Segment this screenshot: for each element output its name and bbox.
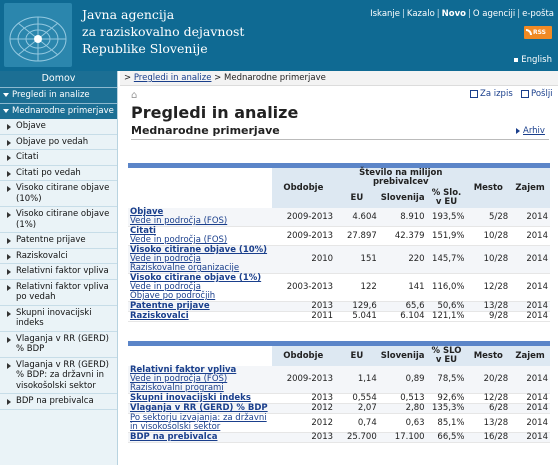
indicators-table-2 bbox=[128, 341, 550, 443]
sidebar bbox=[0, 71, 118, 465]
rss-label: RSS bbox=[533, 29, 546, 36]
cell-period: 2003-2013 bbox=[272, 274, 335, 302]
divider bbox=[131, 139, 549, 140]
breadcrumb bbox=[120, 71, 558, 86]
column-header-period: Obdobje bbox=[272, 168, 335, 208]
cell-period: 2013 bbox=[272, 302, 335, 312]
cell-period: 2009-2013 bbox=[272, 227, 335, 246]
chevron-down-icon bbox=[3, 109, 9, 113]
indicator-cell bbox=[128, 246, 272, 274]
table-row bbox=[128, 414, 550, 433]
cell-pct: 135,3% bbox=[427, 404, 467, 414]
cell-si: 220 bbox=[379, 246, 427, 274]
column-header-slovenia: Slovenija bbox=[379, 346, 427, 366]
cell-year: 2014 bbox=[510, 274, 550, 302]
column-header-rank: Mesto bbox=[466, 346, 510, 366]
table-header-row bbox=[128, 168, 550, 188]
cell-pct: 50,6% bbox=[427, 302, 467, 312]
table-row bbox=[128, 246, 550, 274]
cell-period: 2011 bbox=[272, 312, 335, 322]
cell-eu: 1,14 bbox=[335, 366, 379, 394]
agency-name-line-2: za raziskovalno dejavnost bbox=[82, 24, 245, 39]
sidebar-item-citati-po-vedah[interactable]: Citati po vedah bbox=[0, 166, 117, 182]
sidebar-item-visoko-citirane-10[interactable]: Visoko citirane objave (10%) bbox=[0, 181, 117, 207]
indicator-link[interactable]: Patentne prijave bbox=[130, 301, 210, 311]
send-label: Pošlji bbox=[531, 89, 553, 99]
cell-eu: 27.897 bbox=[335, 227, 379, 246]
indicators-table-1 bbox=[128, 163, 550, 322]
table-row bbox=[128, 366, 550, 394]
cell-rank: 16/28 bbox=[466, 433, 510, 443]
cell-period: 2010 bbox=[272, 246, 335, 274]
cell-eu: 0,74 bbox=[335, 414, 379, 433]
sub-link[interactable]: Vede in področja (FOS) bbox=[130, 235, 228, 245]
cell-eu: 151 bbox=[335, 246, 379, 274]
indicator-cell bbox=[128, 433, 272, 443]
cell-year: 2014 bbox=[510, 208, 550, 227]
separator: | bbox=[402, 9, 405, 19]
cell-pct: 78,5% bbox=[427, 366, 467, 394]
sidebar-item-vlaganja-gerd-sektor[interactable]: Vlaganja v RR (GERD) % BDP: za državni in visokošolski sektor bbox=[0, 358, 117, 395]
language-link[interactable] bbox=[514, 55, 552, 65]
indicator-link[interactable]: Visoko citirane objave (10%) bbox=[130, 245, 268, 255]
empty-header bbox=[128, 168, 272, 208]
cell-si: 2,80 bbox=[379, 404, 427, 414]
cell-year: 2014 bbox=[510, 404, 550, 414]
sub-link[interactable]: Raziskovalni programi bbox=[130, 383, 224, 393]
cell-period: 2012 bbox=[272, 404, 335, 414]
sub-link[interactable]: Vede in področja bbox=[130, 282, 201, 292]
printer-icon bbox=[470, 90, 478, 98]
link-search[interactable]: Iskanje bbox=[370, 9, 401, 19]
cell-rank: 20/28 bbox=[466, 366, 510, 394]
separator: | bbox=[436, 9, 440, 19]
cell-si: 0,89 bbox=[379, 366, 427, 394]
cell-period: 2013 bbox=[272, 433, 335, 443]
cell-year: 2014 bbox=[510, 302, 550, 312]
home-icon[interactable]: ⌂ bbox=[131, 90, 138, 101]
cell-si: 0,63 bbox=[379, 414, 427, 433]
column-header-period: Obdobje bbox=[272, 346, 335, 366]
cell-year: 2014 bbox=[510, 227, 550, 246]
cell-eu: 0,554 bbox=[335, 394, 379, 404]
sub-link[interactable]: Objave po področjih bbox=[130, 291, 216, 301]
cell-period: 2009-2013 bbox=[272, 366, 335, 394]
breadcrumb-current: Mednarodne primerjave bbox=[224, 73, 326, 83]
indicator-cell bbox=[128, 227, 272, 246]
indicator-link[interactable]: Vlaganja v RR (GERD) % BDP bbox=[130, 403, 268, 413]
sidebar-item-raziskovalci[interactable]: Raziskovalci bbox=[0, 249, 117, 265]
print-link[interactable] bbox=[470, 89, 513, 99]
rss-icon bbox=[526, 29, 532, 35]
cell-si: 6.104 bbox=[379, 312, 427, 322]
cell-rank: 13/28 bbox=[466, 302, 510, 312]
cell-eu: 122 bbox=[335, 274, 379, 302]
rss-button[interactable] bbox=[524, 26, 552, 39]
cell-si: 65,6 bbox=[379, 302, 427, 312]
cell-period: 2012 bbox=[272, 414, 335, 433]
cell-eu: 4.604 bbox=[335, 208, 379, 227]
cell-pct: 66,5% bbox=[427, 433, 467, 443]
cell-pct: 121,1% bbox=[427, 312, 467, 322]
print-label: Za izpis bbox=[480, 89, 513, 99]
column-header-coverage: Zajem bbox=[510, 168, 550, 208]
table-header-row bbox=[128, 346, 550, 366]
agency-name-line-1: Javna agencija bbox=[82, 7, 175, 22]
sidebar-subsection[interactable] bbox=[0, 103, 117, 119]
indicator-link[interactable]: Visoko citirane objave (1%) bbox=[130, 273, 262, 283]
sidebar-section[interactable] bbox=[0, 87, 117, 103]
cell-year: 2014 bbox=[510, 366, 550, 394]
sidebar-item-patentne-prijave[interactable]: Patentne prijave bbox=[0, 233, 117, 249]
table-row bbox=[128, 208, 550, 227]
table-row bbox=[128, 433, 550, 443]
column-header-pct: % Slo. v EU bbox=[427, 188, 467, 208]
column-header-coverage: Zajem bbox=[510, 346, 550, 366]
table-row bbox=[128, 404, 550, 414]
cell-year: 2014 bbox=[510, 433, 550, 443]
top-links bbox=[370, 9, 554, 19]
cell-rank: 6/28 bbox=[466, 404, 510, 414]
indicator-cell bbox=[128, 404, 272, 414]
sidebar-item-visoko-citirane-1[interactable]: Visoko citirane objave (1%) bbox=[0, 207, 117, 233]
table-row bbox=[128, 312, 550, 322]
bullet-icon bbox=[514, 58, 518, 62]
indicator-link[interactable]: Raziskovalci bbox=[130, 311, 189, 321]
sidebar-home[interactable]: Domov bbox=[0, 71, 117, 87]
table-row bbox=[128, 302, 550, 312]
indicator-link[interactable]: Skupni inovacijski indeks bbox=[130, 393, 251, 403]
cell-eu: 129,6 bbox=[335, 302, 379, 312]
indicator-cell bbox=[128, 394, 272, 404]
cell-year: 2014 bbox=[510, 394, 550, 404]
link-about[interactable]: O agenciji bbox=[472, 9, 516, 19]
sidebar-section-label: Pregledi in analize bbox=[12, 90, 90, 100]
page-subtitle: Mednarodne primerjave bbox=[131, 124, 280, 137]
sidebar-item-relativni-faktor[interactable]: Relativni faktor vpliva bbox=[0, 264, 117, 280]
cell-rank: 12/28 bbox=[466, 394, 510, 404]
sub-link[interactable]: Vede in področja (FOS) bbox=[130, 374, 228, 384]
cell-rank: 9/28 bbox=[466, 312, 510, 322]
sidebar-item-vlaganja-gerd[interactable]: Vlaganja v RR (GERD) % BDP bbox=[0, 332, 117, 358]
table-body bbox=[128, 208, 550, 322]
link-email[interactable]: e-pošta bbox=[522, 9, 554, 19]
sidebar-subsection-label: Mednarodne primerjave bbox=[12, 106, 114, 116]
cell-pct: 92,6% bbox=[427, 394, 467, 404]
column-header-eu: EU bbox=[335, 188, 379, 208]
indicator-cell bbox=[128, 366, 272, 394]
cell-year: 2014 bbox=[510, 246, 550, 274]
agency-logo[interactable] bbox=[4, 3, 72, 67]
agency-name[interactable] bbox=[82, 6, 244, 57]
cell-si: 42.379 bbox=[379, 227, 427, 246]
table-row bbox=[128, 274, 550, 302]
cell-pct: 116,0% bbox=[427, 274, 467, 302]
cell-period: 2009-2013 bbox=[272, 208, 335, 227]
agency-name-line-3: Republike Slovenije bbox=[82, 41, 208, 56]
column-header-pct: % SLO v EU bbox=[427, 346, 467, 366]
sidebar-item-bdp[interactable]: BDP na prebivalca bbox=[0, 394, 117, 410]
sub-link[interactable]: Vede in področja bbox=[130, 254, 201, 264]
cell-rank: 10/28 bbox=[466, 227, 510, 246]
column-header-rank: Mesto bbox=[466, 168, 510, 208]
cell-eu: 25.700 bbox=[335, 433, 379, 443]
send-link[interactable] bbox=[521, 89, 553, 99]
cell-pct: 193,5% bbox=[427, 208, 467, 227]
mail-icon bbox=[521, 90, 529, 98]
sub-link[interactable]: Raziskovalne organizacije bbox=[130, 263, 240, 273]
link-index[interactable]: Kazalo bbox=[406, 9, 435, 19]
separator: | bbox=[468, 9, 471, 19]
cell-si: 8.910 bbox=[379, 208, 427, 227]
indicator-link[interactable]: Citati bbox=[130, 226, 156, 236]
empty-header bbox=[128, 346, 272, 366]
cell-rank: 13/28 bbox=[466, 414, 510, 433]
archive-link[interactable]: Arhiv bbox=[516, 126, 545, 136]
cell-year: 2014 bbox=[510, 414, 550, 433]
column-header-group: Število na milijon prebivalcev bbox=[335, 168, 466, 188]
cell-year: 2014 bbox=[510, 312, 550, 322]
sub-link[interactable]: Po sektorju izvajanja: za državni in visokošolski sektor bbox=[130, 413, 267, 432]
page-title: Pregledi in analize bbox=[131, 103, 299, 122]
cell-rank: 12/28 bbox=[466, 274, 510, 302]
sidebar-item-skupni-inovacijski[interactable]: Skupni inovacijski indeks bbox=[0, 306, 117, 332]
indicator-link[interactable]: Objave bbox=[130, 207, 164, 217]
column-header-slovenia: Slovenija bbox=[379, 188, 427, 208]
indicator-cell bbox=[128, 312, 272, 322]
cell-eu: 2,07 bbox=[335, 404, 379, 414]
language-label: English bbox=[521, 55, 552, 65]
site-header bbox=[0, 0, 558, 71]
cell-rank: 10/28 bbox=[466, 246, 510, 274]
table-body bbox=[128, 366, 550, 443]
cell-period: 2013 bbox=[272, 394, 335, 404]
cell-pct: 85,1% bbox=[427, 414, 467, 433]
column-header-eu: EU bbox=[335, 346, 379, 366]
sidebar-item-relativni-faktor-po-vedah[interactable]: Relativni faktor vpliva po vedah bbox=[0, 280, 117, 306]
cell-pct: 151,9% bbox=[427, 227, 467, 246]
indicator-cell bbox=[128, 274, 272, 302]
chevron-down-icon bbox=[3, 93, 9, 97]
sub-link[interactable]: Vede in področja (FOS) bbox=[130, 216, 228, 226]
separator: | bbox=[517, 9, 521, 19]
cell-pct: 145,7% bbox=[427, 246, 467, 274]
table-row bbox=[128, 227, 550, 246]
sidebar-item-objave-po-vedah[interactable]: Objave po vedah bbox=[0, 135, 117, 151]
cell-si: 141 bbox=[379, 274, 427, 302]
table-row bbox=[128, 394, 550, 404]
sidebar-item-citati[interactable]: Citati bbox=[0, 150, 117, 166]
indicator-link[interactable]: Relativni faktor vpliva bbox=[130, 365, 237, 375]
cell-si: 0,513 bbox=[379, 394, 427, 404]
breadcrumb-separator: > bbox=[124, 73, 132, 83]
cell-si: 17.100 bbox=[379, 433, 427, 443]
indicator-cell bbox=[128, 414, 272, 433]
link-new[interactable]: Novo bbox=[441, 9, 466, 19]
indicator-link[interactable]: BDP na prebivalca bbox=[130, 432, 218, 442]
sidebar-item-objave[interactable]: Objave bbox=[0, 119, 117, 135]
breadcrumb-link[interactable]: Pregledi in analize bbox=[133, 73, 212, 83]
cell-rank: 5/28 bbox=[466, 208, 510, 227]
cell-eu: 5.041 bbox=[335, 312, 379, 322]
indicator-cell bbox=[128, 208, 272, 227]
breadcrumb-separator: > bbox=[214, 73, 222, 83]
indicator-cell bbox=[128, 302, 272, 312]
